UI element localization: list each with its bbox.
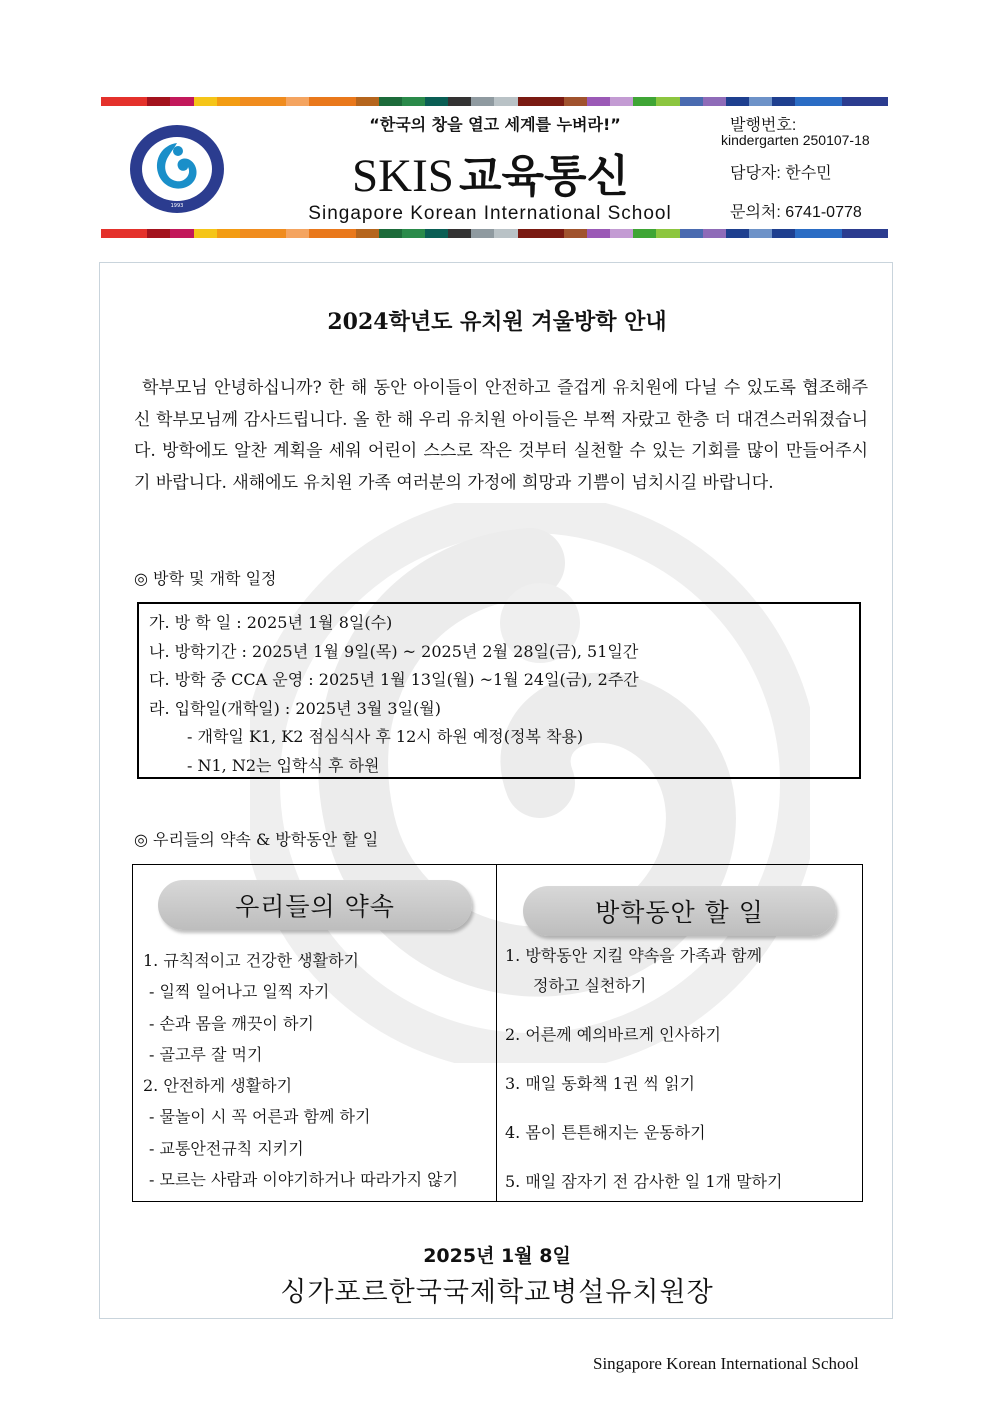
stripe-segment [309,97,332,106]
promises-column [133,865,497,1201]
stripe-segment [425,229,448,238]
contact-info: 문의처: 6741-0778 [730,204,862,221]
todo-item [505,941,855,1001]
stripe-segment [680,229,703,238]
stripe-segment [633,229,656,238]
stripe-segment [795,229,818,238]
stripe-segment [332,97,355,106]
document-frame [99,262,893,1319]
header-color-stripe-bottom [101,229,888,238]
promises-table [132,864,863,1202]
newsletter-brand [318,140,663,204]
stripe-segment [749,229,772,238]
stripe-segment [818,229,841,238]
stripe-segment [217,97,240,106]
stripe-segment [286,229,309,238]
page-footer-school-name: Singapore Korean International School [593,1354,859,1373]
stripe-segment [356,97,379,106]
stripe-segment [726,229,749,238]
stripe-segment [656,229,679,238]
stripe-segment [541,229,564,238]
promise-subitem: - 물놀이 시 꼭 어른과 함께 하기 [149,1107,371,1127]
stripe-segment [518,229,541,238]
stripe-segment [448,97,471,106]
schedule-item: 가. 방 학 일 : 2025년 1월 8일(수) [149,613,393,632]
promises-heading: ◎ 우리들의 약속 & 방학동안 할 일 [134,830,379,849]
stripe-segment [726,97,749,106]
stripe-segment [842,97,865,106]
schedule-box [137,602,861,779]
stripe-segment [147,97,170,106]
stripe-segment [749,97,772,106]
stripe-segment [286,97,309,106]
stripe-segment [703,97,726,106]
todo-title-pill: 방학동안 할 일 [523,886,836,936]
stripe-segment [101,229,124,238]
brand-hangul: 교육통신 [458,151,629,202]
stripe-segment [379,97,402,106]
stripe-segment [240,97,263,106]
stripe-segment [865,229,888,238]
stripe-segment [240,229,263,238]
issue-date: 2025년 1월 8일 [423,1245,571,1267]
promise-subitem: - 모르는 사람과 이야기하거나 따라가지 않기 [149,1170,459,1190]
stripe-segment [633,97,656,106]
stripe-segment [471,97,494,106]
promise-subitem: - 골고루 잘 먹기 [149,1044,263,1064]
todo-item: 3. 매일 동화책 1권 씩 읽기 [505,1074,695,1093]
stripe-segment [402,97,425,106]
intro-paragraph: 학부모님 안녕하십니까? 한 해 동안 아이들이 안전하고 즐겁게 유치원에 다닐 수 있도록 협조해주신 학부모님께 감사드립니다. 올 한 해 우리 유치원 아이들은 부쩍 자랐고 한층 더 대견스러워졌습니다. 방학에도 알찬 계획을 세워 어린이 스스로 작은 것부터 실천할 수 있는 기회를 많이 만들어주시기 바랍니다. 새해에도 유치원 가족 여러분의 가정에 희망과 기쁨이 넘치시길 바랍니다. [134,378,868,493]
stripe-segment [217,229,240,238]
stripe-segment [842,229,865,238]
schedule-item: 라. 입학일(개학일) : 2025년 3월 3일(월) [149,698,441,718]
stripe-segment [518,97,541,106]
stripe-segment [425,97,448,106]
stripe-segment [402,229,425,238]
stripe-segment [680,97,703,106]
stripe-segment [587,97,610,106]
school-motto: “한국의 창을 열고 세계를 누벼라!” [369,115,621,134]
stripe-segment [332,229,355,238]
stripe-segment [772,97,795,106]
todo-list [505,941,855,1216]
stripe-segment [471,229,494,238]
schedule-heading: ◎ 방학 및 개학 일정 [134,569,277,588]
stripe-segment [194,229,217,238]
schedule-subitem: - 개학일 K1, K2 점심식사 후 12시 하원 예정(정복 착용) [187,727,584,746]
issue-number-label: 발행번호: [730,117,797,134]
stripe-segment [772,229,795,238]
promises-title-pill: 우리들의 약속 [158,880,472,930]
stripe-segment [263,229,286,238]
promise-item: 2. 안전하게 생활하기 [143,1076,293,1096]
brand-latin: SKIS [352,150,454,202]
todo-item: 5. 매일 잠자기 전 감사한 일 1개 말하기 [505,1172,783,1191]
stripe-segment [610,97,633,106]
stripe-segment [147,229,170,238]
stripe-segment [101,97,124,106]
stripe-segment [865,97,888,106]
stripe-segment [170,97,193,106]
school-seal-icon [128,123,226,215]
stripe-segment [494,97,517,106]
stripe-segment [795,97,818,106]
stripe-segment [170,229,193,238]
todo-column [497,865,862,1201]
promise-subitem: - 손과 몸을 깨끗이 하기 [149,1013,314,1033]
stripe-segment [564,97,587,106]
stripe-segment [448,229,471,238]
todo-item-line: 1. 방학동안 지킬 약속을 가족과 함께 [505,946,763,965]
todo-item: 4. 몸이 튼튼해지는 운동하기 [505,1123,706,1142]
schedule-item: 다. 방학 중 CCA 운영 : 2025년 1월 13일(월) ~1월 24일(금), 2주간 [149,670,639,689]
promise-subitem: - 일찍 일어나고 일찍 자기 [149,982,330,1002]
stripe-segment [610,229,633,238]
issue-number: kindergarten 250107-18 [721,132,870,148]
stripe-segment [309,229,332,238]
stripe-segment [124,97,147,106]
stripe-segment [587,229,610,238]
manager-info: 담당자: 한수민 [730,165,832,182]
promises-list [143,945,458,1195]
header-color-stripe-top [101,97,888,106]
stripe-segment [263,97,286,106]
schedule-subitem: - N1, N2는 입학식 후 하원 [187,755,380,775]
stripe-segment [379,229,402,238]
signature: 싱가포르한국국제학교병설유치원장 [280,1277,714,1308]
document-title: 2024학년도 유치원 겨울방학 안내 [327,309,667,335]
stripe-segment [541,97,564,106]
stripe-segment [656,97,679,106]
school-name-english: Singapore Korean International School [308,203,672,224]
todo-item-line: 정하고 실천하기 [533,976,647,995]
todo-item: 2. 어른께 예의바르게 인사하기 [505,1025,721,1044]
promise-subitem: - 교통안전규칙 지키기 [149,1138,304,1158]
stripe-segment [356,229,379,238]
stripe-segment [564,229,587,238]
schedule-item: 나. 방학기간 : 2025년 1월 9일(목) ~ 2025년 2월 28일(금), 51일간 [149,641,639,661]
stripe-segment [703,229,726,238]
stripe-segment [194,97,217,106]
stripe-segment [818,97,841,106]
svg-text:1993: 1993 [170,203,184,209]
stripe-segment [124,229,147,238]
stripe-segment [494,229,517,238]
promise-item: 1. 규칙적이고 건강한 생활하기 [143,951,359,970]
